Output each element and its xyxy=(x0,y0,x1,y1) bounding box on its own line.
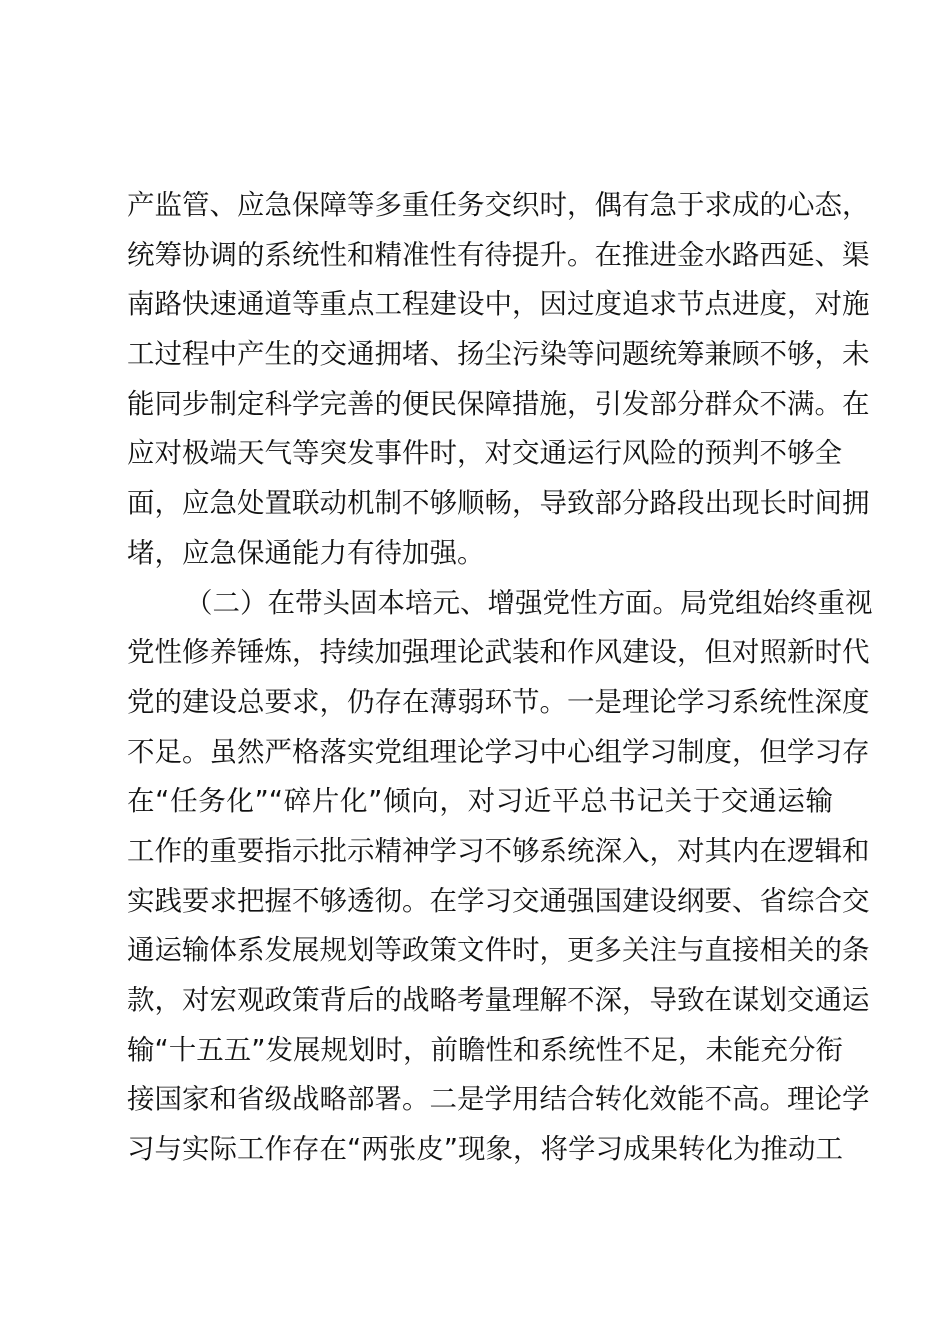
text-line: 工作的重要指示批示精神学习不够系统深入，对其内在逻辑和 xyxy=(127,834,870,867)
text-line: 南路快速通道等重点工程建设中，因过度追求节点进度，对施 xyxy=(127,288,870,321)
text-line: 能同步制定科学完善的便民保障措施，引发部分群众不满。在 xyxy=(127,387,870,420)
text-line: 堵，应急保通能力有待加强。 xyxy=(127,536,485,569)
text-line: 统筹协调的系统性和精准性有待提升。在推进金水路西延、渠 xyxy=(127,238,870,271)
text-line: 产监管、应急保障等多重任务交织时，偶有急于求成的心态， xyxy=(127,189,870,221)
text-line: 接国家和省级战略部署。二是学用结合转化效能不高。理论学 xyxy=(127,1083,870,1116)
text-line: 党的建设总要求，仍存在薄弱环节。一是理论学习系统性深度 xyxy=(127,685,870,718)
text-line: 面，应急处置联动机制不够顺畅，导致部分路段出现长时间拥 xyxy=(127,487,870,520)
text-line: 习与实际工作存在“两张皮”现象，将学习成果转化为推动工 xyxy=(127,1133,843,1166)
text-line: 在“任务化”“碎片化”倾向，对习近平总书记关于交通运输 xyxy=(127,785,833,818)
document-body xyxy=(127,181,873,1175)
text-line: 工过程中产生的交通拥堵、扬尘污染等问题统筹兼顾不够，未 xyxy=(127,338,870,371)
text-line: 输“十五五”发展规划时，前瞻性和系统性不足，未能充分衔 xyxy=(127,1033,843,1066)
text-line: 通运输体系发展规划等政策文件时，更多关注与直接相关的条 xyxy=(127,934,870,967)
text-line: 款，对宏观政策背后的战略考量理解不深，导致在谋划交通运 xyxy=(127,984,870,1016)
text-line: 党性修养锤炼，持续加强理论武装和作风建设，但对照新时代 xyxy=(127,636,870,669)
paragraph-section-two xyxy=(127,579,873,1175)
text-line: 不足。虽然严格落实党组理论学习中心组学习制度，但学习存 xyxy=(127,735,870,768)
section-heading-line: （二）在带头固本培元、增强党性方面。局党组始终重视 xyxy=(185,586,873,619)
text-line: 应对极端天气等突发事件时，对交通运行风险的预判不够全 xyxy=(127,437,842,470)
paragraph-continuation xyxy=(127,181,870,579)
text-line: 实践要求把握不够透彻。在学习交通强国建设纲要、省综合交 xyxy=(127,884,870,917)
